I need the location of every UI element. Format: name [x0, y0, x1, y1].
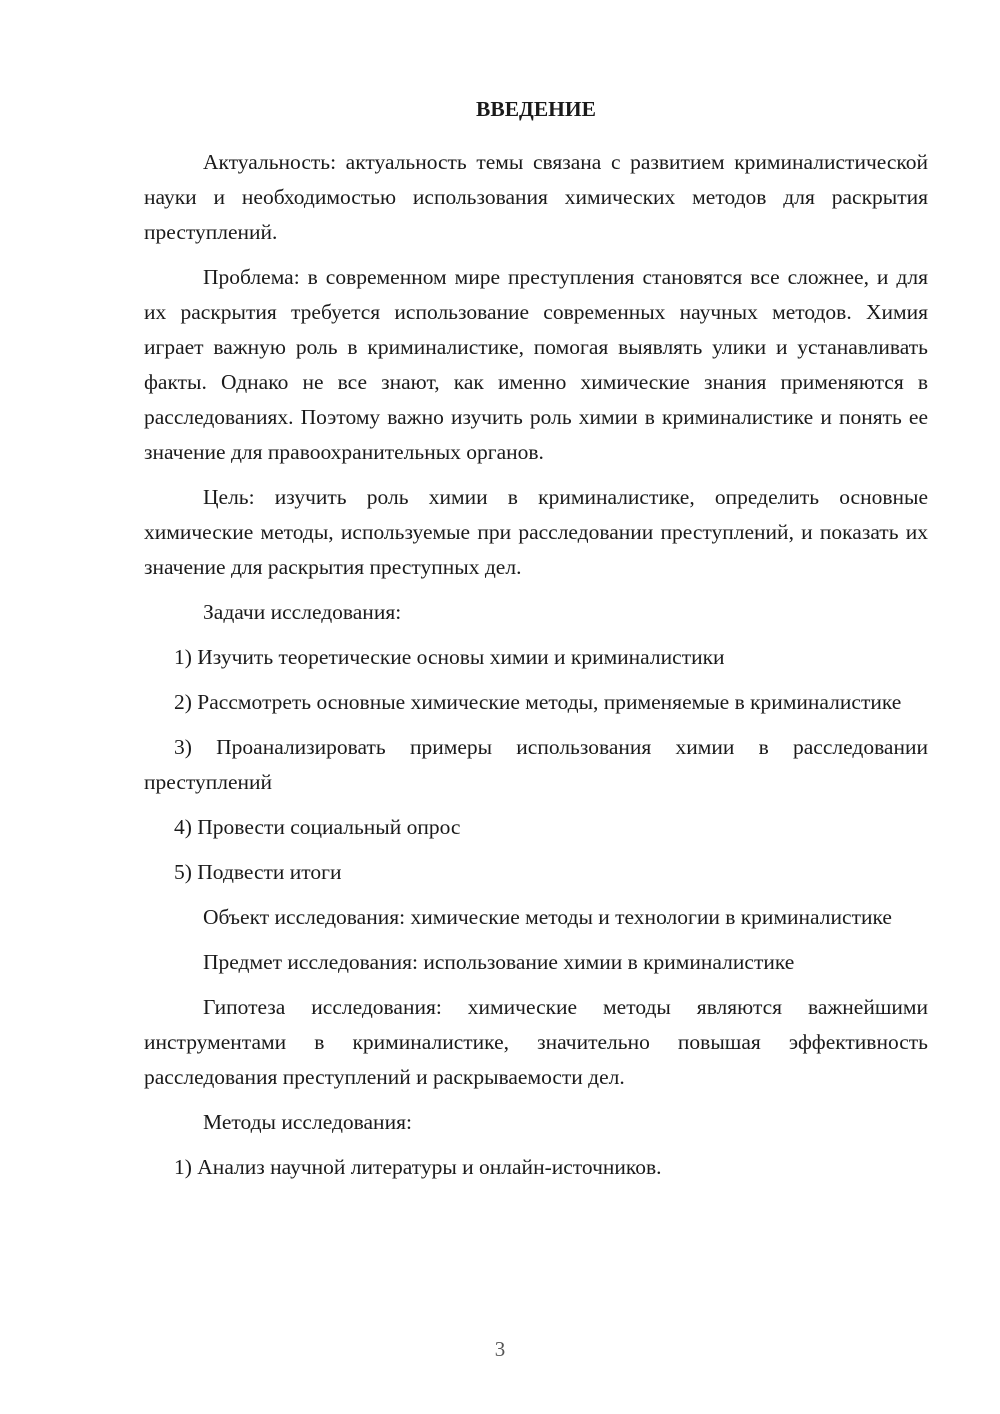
method-item: 1) Анализ научной литературы и онлайн-источников.	[174, 1155, 662, 1179]
task-item: 1) Изучить теоретические основы химии и криминалистики	[174, 645, 725, 669]
methods-heading: Методы исследования:	[203, 1110, 412, 1134]
page-number: 3	[494, 1337, 506, 1361]
task-item: 3) Проанализировать примеры использования химии в расследовании преступлений	[144, 735, 928, 794]
task-item: 4) Провести социальный опрос	[174, 815, 461, 839]
task-item: 2) Рассмотреть основные химические методы, применяемые в криминалистике	[174, 690, 902, 714]
object-paragraph: Объект исследования: химические методы и технологии в криминалистике	[203, 905, 892, 929]
page-content	[144, 92, 928, 1195]
problem-paragraph: Проблема: в современном мире преступления становятся все сложнее, и для их раскрытия требуется использование современных научных методов. Химия играет важную роль в криминалистике, помогая выявлять улики и устанавливать факты. Однако не все знают, как именно химические знания применяются в расследованиях. Поэтому важно изучить роль химии в криминалистике и понять ее значение для правоохранительных органов.	[144, 265, 928, 464]
page-title: ВВЕДЕНИЕ	[476, 97, 596, 121]
relevance-paragraph: Актуальность: актуальность темы связана с развитием криминалистической науки и необходимостью использования химических методов для раскрытия преступлений.	[144, 150, 928, 244]
task-item: 5) Подвести итоги	[174, 860, 342, 884]
goal-paragraph: Цель: изучить роль химии в криминалистике, определить основные химические методы, используемые при расследовании преступлений, и показать их значение для раскрытия преступных дел.	[144, 485, 928, 579]
tasks-heading: Задачи исследования:	[203, 600, 402, 624]
hypothesis-paragraph: Гипотеза исследования: химические методы являются важнейшими инструментами в криминалистике, значительно повышая эффективность расследования преступлений и раскрываемости дел.	[144, 995, 928, 1089]
subject-paragraph: Предмет исследования: использование химии в криминалистике	[203, 950, 795, 974]
